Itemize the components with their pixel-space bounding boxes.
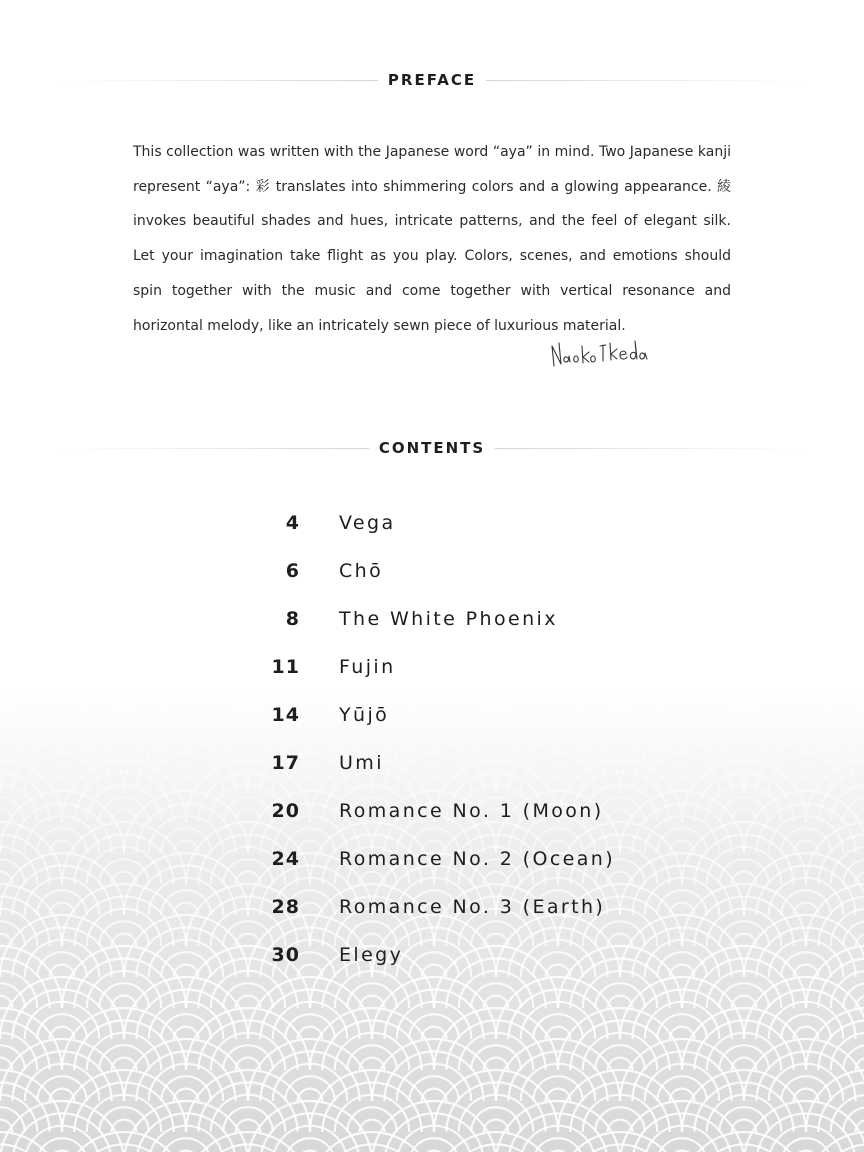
- toc-page-number: 17: [271, 752, 300, 774]
- wave-arc: [508, 1113, 607, 1152]
- preface-body: [133, 135, 731, 343]
- toc-title: Romance No. 1 (Moon): [339, 800, 604, 822]
- wave-arc: [0, 723, 37, 760]
- wave-arc: [62, 1132, 186, 1152]
- wave-arc: [62, 698, 186, 760]
- wave-arc: [831, 785, 864, 822]
- preface-heading: PREFACE: [387, 71, 477, 89]
- signature-image: [534, 332, 654, 378]
- toc-title: Umi: [339, 752, 384, 774]
- toc-entry-romance-1[interactable]: [250, 788, 670, 836]
- toc-entry-romance-2[interactable]: [250, 836, 670, 884]
- toc-title: The White Phoenix: [339, 608, 558, 630]
- wave-arc: [831, 847, 864, 884]
- wave-arc: [843, 859, 864, 884]
- contents-heading-row: [60, 438, 804, 458]
- toc-page-number: 30: [271, 944, 300, 966]
- table-of-contents: [250, 500, 670, 980]
- wave-arc: [831, 723, 864, 760]
- wave-arc: [0, 847, 37, 884]
- contents-heading: CONTENTS: [378, 439, 486, 457]
- wave-arc: [0, 1033, 37, 1070]
- wave-arc: [682, 1132, 806, 1152]
- toc-title: Elegy: [339, 944, 404, 966]
- wave-arc: [0, 909, 37, 946]
- wave-arc: [260, 1113, 359, 1152]
- wave-arc: [0, 971, 37, 1008]
- toc-page-number: 24: [271, 848, 300, 870]
- wave-arc: [310, 1132, 434, 1152]
- wave-arc: [831, 1095, 864, 1132]
- preface-heading-row: [60, 70, 804, 90]
- wave-arc: [384, 1113, 483, 1152]
- toc-title: Vega: [339, 512, 396, 534]
- toc-entry-elegy[interactable]: [250, 932, 670, 980]
- toc-entry-umi[interactable]: [250, 740, 670, 788]
- wave-arc: [434, 1132, 558, 1152]
- toc-entry-romance-3[interactable]: [250, 884, 670, 932]
- wave-arc: [0, 1095, 37, 1132]
- toc-entry-fujin[interactable]: [250, 644, 670, 692]
- wave-arc: [186, 1132, 310, 1152]
- preface-rule-left: [60, 80, 378, 81]
- wave-arc: [558, 1132, 682, 1152]
- wave-arc: [632, 1113, 731, 1152]
- wave-arc: [843, 921, 864, 946]
- toc-title: Yūjō: [339, 704, 390, 726]
- wave-arc: [843, 735, 864, 760]
- toc-title: Chō: [339, 560, 384, 582]
- toc-page-number: 20: [271, 800, 300, 822]
- wave-arc: [843, 1107, 864, 1132]
- toc-entry-yujo[interactable]: [250, 692, 670, 740]
- wave-arc: [843, 983, 864, 1008]
- toc-entry-white-phoenix[interactable]: [250, 596, 670, 644]
- contents-rule-right: [495, 448, 804, 449]
- toc-page-number: 11: [271, 656, 300, 678]
- wave-arc: [12, 1113, 111, 1152]
- wave-arc: [843, 797, 864, 822]
- toc-page-number: 28: [271, 896, 300, 918]
- contents-rule-left: [60, 448, 369, 449]
- wave-arc: [831, 909, 864, 946]
- wave-arc: [136, 1113, 235, 1152]
- toc-page-number: 4: [285, 512, 300, 534]
- wave-arc: [843, 1045, 864, 1070]
- wave-arc: [806, 1132, 864, 1152]
- preface-rule-right: [486, 80, 804, 81]
- preface-paragraph: This collection was written with the Japanese word “aya” in mind. Two Japanese kanji represent “aya”: 彩 translates into shimmering colors and a glowing appearance. 綾 invokes beautiful shades and hues, intricate patterns, and the feel of elegant silk. Let your imagination take flight as you play. Colors, scenes, and emotions should spin together with the music and come together with vertical resonance and horizontal melody, like an intricately sewn piece of luxurious material.: [133, 144, 731, 334]
- toc-entry-cho[interactable]: [250, 548, 670, 596]
- wave-arc: [0, 785, 37, 822]
- toc-entry-vega[interactable]: [250, 500, 670, 548]
- toc-page-number: 14: [271, 704, 300, 726]
- toc-page-number: 6: [285, 560, 300, 582]
- toc-page-number: 8: [285, 608, 300, 630]
- toc-title: Fujin: [339, 656, 396, 678]
- wave-arc: [831, 1033, 864, 1070]
- wave-arc: [682, 698, 806, 760]
- toc-title: Romance No. 2 (Ocean): [339, 848, 616, 870]
- toc-title: Romance No. 3 (Earth): [339, 896, 606, 918]
- wave-arc: [756, 1113, 855, 1152]
- wave-arc: [831, 971, 864, 1008]
